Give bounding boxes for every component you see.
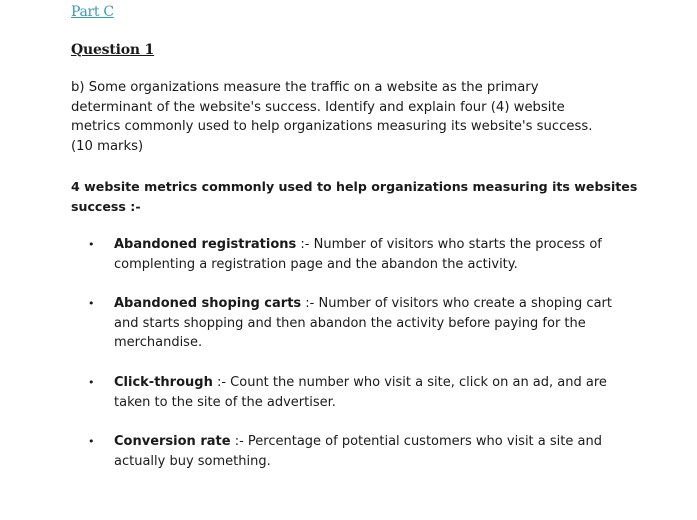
metric-term: Abandoned registrations (114, 237, 297, 252)
bullet-icon: • (88, 376, 95, 389)
metric-line: taken to the site of the advertiser. (114, 394, 336, 410)
metric-description: Count the number who visit a site, click on an ad, and are (230, 375, 607, 390)
metric-separator: :- (212, 375, 231, 390)
answer-heading (71, 177, 638, 216)
metric-description: Number of visitors who starts the process of (313, 237, 602, 252)
metric-body (114, 373, 624, 412)
metric-separator: :- (296, 237, 314, 252)
question-marks: (10 marks) (71, 138, 144, 154)
metric-separator: :- (230, 434, 248, 449)
metric-body (114, 294, 624, 353)
bullet-icon: • (88, 435, 95, 448)
metric-separator: :- (301, 296, 319, 311)
question-text (71, 78, 631, 156)
metric-description: Number of visitors who create a shoping cart (318, 296, 612, 311)
part-title: Part C (71, 4, 114, 20)
question-line: b) Some organizations measure the traffic on a website as the primary (71, 80, 539, 95)
question-line: metrics commonly used to help organizations measuring its website's success. (71, 119, 593, 135)
metric-term: Abandoned shoping carts (114, 296, 302, 311)
metric-term: Click-through (114, 375, 213, 390)
bullet-icon: • (88, 297, 95, 310)
bullet-icon: • (88, 238, 95, 251)
metric-body (114, 432, 624, 471)
metric-line: complenting a registration page and the abandon the activity. (114, 256, 518, 272)
metric-line (114, 235, 624, 255)
metric-term: Conversion rate (114, 434, 231, 449)
metric-line: actually buy something. (114, 453, 271, 469)
question-line: determinant of the website's success. Identify and explain four (4) website (71, 99, 565, 115)
metric-body (114, 235, 624, 274)
answer-heading-line: 4 website metrics commonly used to help organizations measuring its websites (71, 179, 638, 194)
answer-heading-line: success :- (71, 198, 141, 214)
metric-line (114, 373, 624, 393)
question-title: Question 1 (71, 42, 155, 58)
metric-description: Percentage of potential customers who visit a site and (247, 434, 602, 449)
metric-line: and starts shopping and then abandon the activity before paying for the (114, 315, 586, 331)
metric-line: merchandise. (114, 335, 203, 351)
metric-line (114, 432, 624, 452)
metric-line (114, 294, 624, 314)
